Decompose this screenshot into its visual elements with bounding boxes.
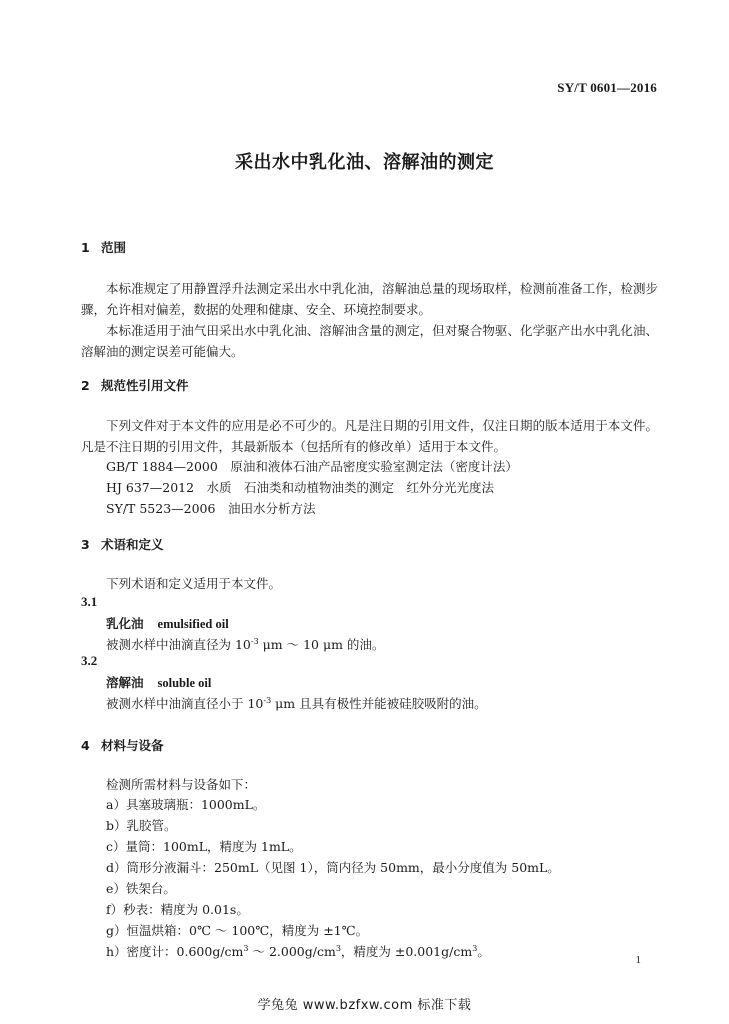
section-3-heading <box>81 535 164 553</box>
item-exponent: 3 <box>472 944 478 953</box>
section-1-paragraph-2: 本标准适用于油气田采出水中乳化油、溶解油含量的测定，但对聚合物驱、化学驱产出水中乳化油、溶解油的测定误差可能偏大。 <box>81 323 658 359</box>
item-text: h）密度计：0.600g/cm <box>106 944 244 959</box>
def-text: μm ～ 10 μm 的油。 <box>258 637 385 652</box>
item-exponent: 3 <box>335 944 341 953</box>
list-item: b）乳胶管。 <box>106 818 177 833</box>
term-en: emulsified oil <box>157 617 229 631</box>
page-number: 1 <box>635 954 641 966</box>
standard-code: SY/T 0601—2016 <box>557 80 657 95</box>
section-number: 2 <box>81 378 90 393</box>
def-exponent: -3 <box>250 637 259 646</box>
reference-2: HJ 637—2012 水质 石油类和动植物油类的测定 红外分光光度法 <box>106 480 495 495</box>
section-number: 4 <box>81 738 90 753</box>
document-title: 采出水中乳化油、溶解油的测定 <box>235 152 494 173</box>
term-number: 3.1 <box>81 594 98 609</box>
section-2-heading <box>81 376 189 394</box>
section-3-intro: 下列术语和定义适用于本文件。 <box>106 576 282 591</box>
term-definition <box>106 694 487 712</box>
term-zh: 乳化油 <box>106 616 144 631</box>
section-2-paragraph: 下列文件对于本文件的应用是必不可少的。凡是注日期的引用文件，仅注日期的版本适用于本文件。凡是不注日期的引用文件，其最新版本（包括所有的修改单）适用于本文件。 <box>81 418 658 454</box>
list-item: c）量筒：100mL，精度为 1mL。 <box>106 839 302 854</box>
section-title: 范围 <box>101 240 127 255</box>
def-exponent: -3 <box>263 696 272 705</box>
section-number: 3 <box>81 537 90 552</box>
list-item: d）筒形分液漏斗：250mL（见图 1），筒内径为 50mm，最小分度值为 50mL。 <box>106 860 560 875</box>
section-title: 材料与设备 <box>101 738 164 753</box>
section-title: 术语和定义 <box>101 537 164 552</box>
footer-watermark[interactable]: 学兔兔 www.bzfxw.com 标准下载 <box>257 998 472 1013</box>
term-zh: 溶解油 <box>106 675 144 690</box>
def-text: μm 且具有极性并能被硅胶吸附的油。 <box>271 696 487 711</box>
list-item: a）具塞玻璃瓶：1000mL。 <box>106 797 266 812</box>
section-4-heading <box>81 736 164 754</box>
list-item <box>106 942 490 960</box>
section-1-heading <box>81 238 126 256</box>
section-title: 规范性引用文件 <box>101 378 189 393</box>
reference-1: GB/T 1884—2000 原油和液体石油产品密度实验室测定法（密度计法） <box>106 459 518 474</box>
term-definition <box>106 635 384 653</box>
term-en: soluble oil <box>157 676 212 690</box>
item-text: 。 <box>477 944 490 959</box>
term-number: 3.2 <box>81 653 98 668</box>
reference-3: SY/T 5523—2006 油田水分析方法 <box>106 501 316 516</box>
list-item: f）秒表：精度为 0.01s。 <box>106 902 249 917</box>
list-item: g）恒温烘箱：0℃ ～ 100℃，精度为 ±1℃。 <box>106 923 369 938</box>
item-exponent: 3 <box>243 944 249 953</box>
section-1-paragraph-1: 本标准规定了用静置浮升法测定采出水中乳化油，溶解油总量的现场取样，检测前准备工作，检测步骤，允许相对偏差，数据的处理和健康、安全、环境控制要求。 <box>81 281 658 317</box>
section-number: 1 <box>81 240 90 255</box>
list-item: e）铁架台。 <box>106 881 176 896</box>
term-heading <box>106 673 211 691</box>
def-text: 被测水样中油滴直径为 10 <box>106 637 251 652</box>
def-text: 被测水样中油滴直径小于 10 <box>106 696 264 711</box>
item-text: ，精度为 ±0.001g/cm <box>340 944 473 959</box>
item-text: ～ 2.000g/cm <box>248 944 336 959</box>
section-4-intro: 检测所需材料与设备如下： <box>106 777 257 792</box>
term-heading <box>106 614 229 632</box>
